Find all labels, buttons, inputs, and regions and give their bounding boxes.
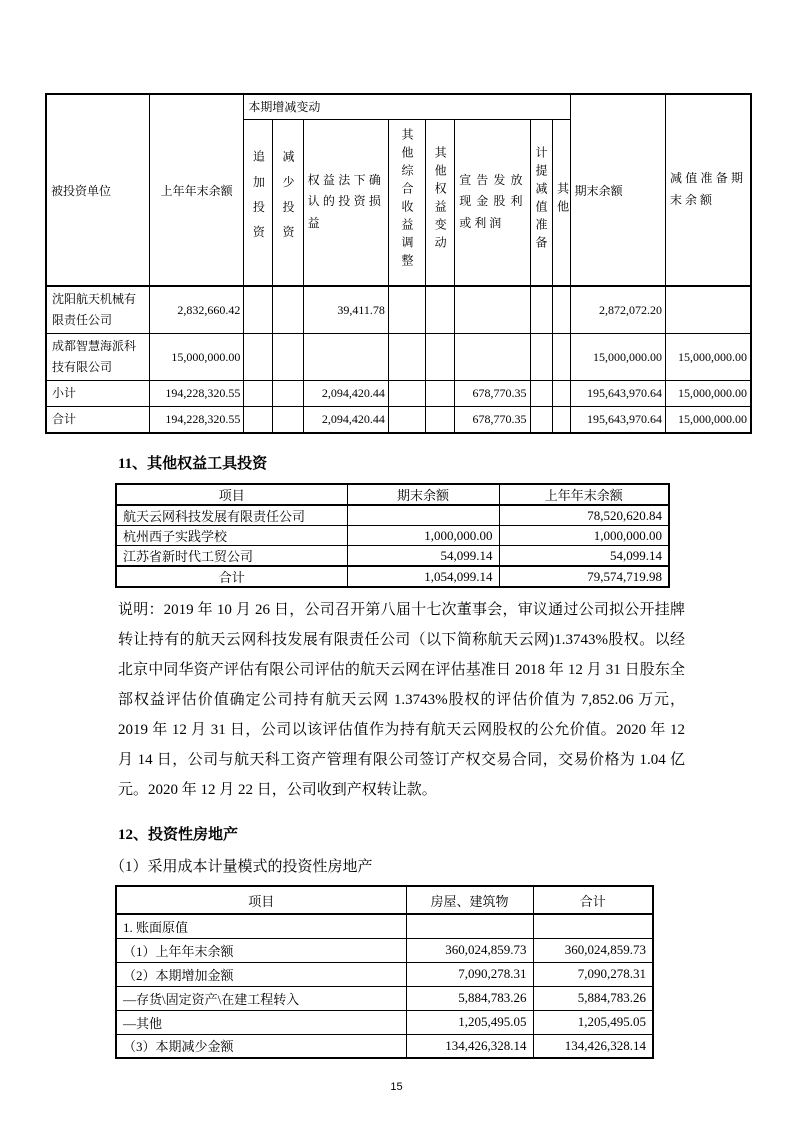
cell-value: [426, 407, 455, 434]
subheader-impairment-provision: [530, 119, 552, 286]
cell-value: [244, 334, 273, 381]
cell-value: [273, 381, 303, 407]
cell-label: 合计: [116, 566, 347, 587]
cell-value: [244, 286, 273, 334]
cell-value: 15,000,000.00: [149, 334, 243, 381]
subheader-equity-method-pl: 权益法下确认的投资损益: [303, 119, 388, 286]
cell-unit: 沈阳航天机械有限责任公司: [46, 286, 149, 334]
cell-value: 195,643,970.64: [570, 381, 665, 407]
cell-value: [530, 381, 552, 407]
cell-value: 15,000,000.00: [666, 381, 751, 407]
cell-value: 2,094,420.44: [303, 407, 388, 434]
subheader-other: [552, 119, 570, 286]
total-row: [116, 566, 669, 587]
investment-property-table: [115, 885, 654, 1059]
cell-value: [530, 334, 552, 381]
cell-item: （2）本期增加金额: [116, 962, 406, 986]
cell-item: —其他: [116, 1010, 406, 1034]
cell-value: 134,426,328.14: [406, 1034, 533, 1058]
subheader-oci-adjustment: [388, 119, 425, 286]
cell-value: 54,099.14: [347, 546, 499, 567]
cell-value: 195,643,970.64: [570, 407, 665, 434]
vertical-label: 其他: [555, 182, 570, 219]
cell-label: 合计: [46, 407, 149, 434]
section-11-title: 11、其他权益工具投资: [118, 456, 268, 472]
cell-value: 15,000,000.00: [666, 407, 751, 434]
cell-value: 79,574,719.98: [499, 566, 669, 587]
table-row: [46, 334, 751, 381]
table-row: [116, 914, 653, 938]
cell-value: [244, 381, 273, 407]
cell-value: 5,884,783.26: [406, 986, 533, 1010]
section-12-subtitle: （1）采用成本计量模式的投资性房地产: [110, 859, 373, 875]
table-header-row: [116, 484, 669, 505]
cell-value: [273, 407, 303, 434]
cell-item: 1. 账面原值: [116, 914, 406, 938]
cell-item: （1）上年年末余额: [116, 938, 406, 962]
subtotal-row: [46, 381, 751, 407]
cell-value: [666, 286, 751, 334]
header-impairment-end-balance: 减值准备期末余额: [666, 94, 751, 286]
cell-value: 39,411.78: [303, 286, 388, 334]
cell-value: 360,024,859.73: [406, 938, 533, 962]
section-11-note: 说明：2019 年 10 月 26 日，公司召开第八届十七次董事会，审议通过公司拟公开挂牌转让持有的航天云网科技发展有限责任公司（以下简称航天云网)1.3743%股权。以经北京中同华资产评估有限公司评估的航天云网在评估基准日 2018 年 12 月 31 日股东全部权益评估价值确定公司持有航天云网 1.3743%股权的评估价值为 7,852.06 万元，2019 年 12 月 31 日，公司以该评估值作为持有航天云网股权的公允价值。2020 年 12 月 14 日，公司与航天科工资产管理有限公司签订产权交易合同，交易价格为 1.04 亿元。2020 年 12 月 22 日，公司收到产权转让款。: [118, 602, 685, 798]
cell-value: 1,000,000.00: [347, 526, 499, 546]
vertical-label: 追加投资: [251, 149, 266, 251]
cell-value: [552, 334, 570, 381]
cell-item: （3）本期减少金额: [116, 1034, 406, 1058]
cell-value: [244, 407, 273, 434]
header-period-end-balance: 期末余额: [347, 484, 499, 505]
cell-value: [426, 381, 455, 407]
cell-value: [273, 286, 303, 334]
header-prev-year-balance: 上年年末余额: [149, 94, 243, 286]
cell-value: [426, 334, 455, 381]
cell-value: [530, 286, 552, 334]
cell-value: [530, 407, 552, 434]
cell-item: 江苏省新时代工贸公司: [116, 546, 347, 567]
other-equity-instruments-table: [115, 483, 670, 588]
table-row: [116, 1034, 653, 1058]
cell-value: 678,770.35: [455, 407, 530, 434]
header-invested-unit: 被投资单位: [46, 94, 149, 286]
cell-value: [552, 381, 570, 407]
vertical-label: 计提减值准备: [534, 146, 549, 255]
cell-value: [533, 914, 653, 938]
table-row: [116, 986, 653, 1010]
cell-value: [388, 334, 425, 381]
cell-value: [552, 286, 570, 334]
cell-value: 2,094,420.44: [303, 381, 388, 407]
cell-value: 1,205,495.05: [533, 1010, 653, 1034]
vertical-label: 其他综合收益调整: [400, 128, 414, 273]
cell-value: [388, 407, 425, 434]
cell-value: 134,426,328.14: [533, 1034, 653, 1058]
cell-value: [406, 914, 533, 938]
cell-value: 54,099.14: [499, 546, 669, 567]
cell-value: 1,000,000.00: [499, 526, 669, 546]
subheader-additional-investment: [244, 119, 273, 286]
cell-item: 航天云网科技发展有限责任公司: [116, 505, 347, 526]
vertical-label: 减少投资: [281, 149, 295, 251]
cell-value: 678,770.35: [455, 381, 530, 407]
header-item: 项目: [116, 484, 347, 505]
cell-value: [388, 286, 425, 334]
cell-item: —存货\固定资产\在建工程转入: [116, 986, 406, 1010]
table-row: [116, 505, 669, 526]
cell-value: 78,520,620.84: [499, 505, 669, 526]
table-row: [116, 526, 669, 546]
cell-value: 194,228,320.55: [149, 381, 243, 407]
page-number: 15: [390, 1081, 403, 1093]
cell-value: 7,090,278.31: [533, 962, 653, 986]
cell-value: 15,000,000.00: [570, 334, 665, 381]
cell-value: [347, 505, 499, 526]
cell-value: [273, 334, 303, 381]
cell-value: 2,872,072.20: [570, 286, 665, 334]
cell-value: 2,832,660.42: [149, 286, 243, 334]
table-row: [116, 546, 669, 567]
header-period-change: 本期增减变动: [244, 94, 570, 119]
cell-value: 194,228,320.55: [149, 407, 243, 434]
cell-value: [426, 286, 455, 334]
cell-value: [303, 334, 388, 381]
table-header-row: [116, 886, 653, 914]
header-total: 合计: [533, 886, 653, 914]
vertical-label: 其他权益变动: [433, 146, 448, 255]
cell-value: [388, 381, 425, 407]
table-row: [116, 962, 653, 986]
header-item: 项目: [116, 886, 406, 914]
cell-value: [455, 286, 530, 334]
cell-value: 1,205,495.05: [406, 1010, 533, 1034]
header-prev-year-balance: 上年年末余额: [499, 484, 669, 505]
cell-value: 15,000,000.00: [666, 334, 751, 381]
subheader-declared-dividends: 宣告发放现金股利或利润: [455, 119, 530, 286]
cell-value: 5,884,783.26: [533, 986, 653, 1010]
cell-value: 360,024,859.73: [533, 938, 653, 962]
equity-investment-table: [45, 93, 752, 434]
subheader-other-equity-change: [426, 119, 455, 286]
cell-value: [552, 407, 570, 434]
table-header-row: [46, 94, 751, 119]
cell-value: [455, 334, 530, 381]
cell-value: 1,054,099.14: [347, 566, 499, 587]
cell-unit: 成都智慧海派科技有限公司: [46, 334, 149, 381]
subheader-reduced-investment: [273, 119, 303, 286]
header-buildings: 房屋、建筑物: [406, 886, 533, 914]
table-row: [116, 1010, 653, 1034]
header-period-end-balance: 期末余额: [570, 94, 665, 286]
table-row: [116, 938, 653, 962]
cell-item: 杭州西子实践学校: [116, 526, 347, 546]
section-12-title: 12、投资性房地产: [118, 827, 239, 843]
table-row: [46, 286, 751, 334]
total-row: [46, 407, 751, 434]
cell-label: 小计: [46, 381, 149, 407]
cell-value: 7,090,278.31: [406, 962, 533, 986]
